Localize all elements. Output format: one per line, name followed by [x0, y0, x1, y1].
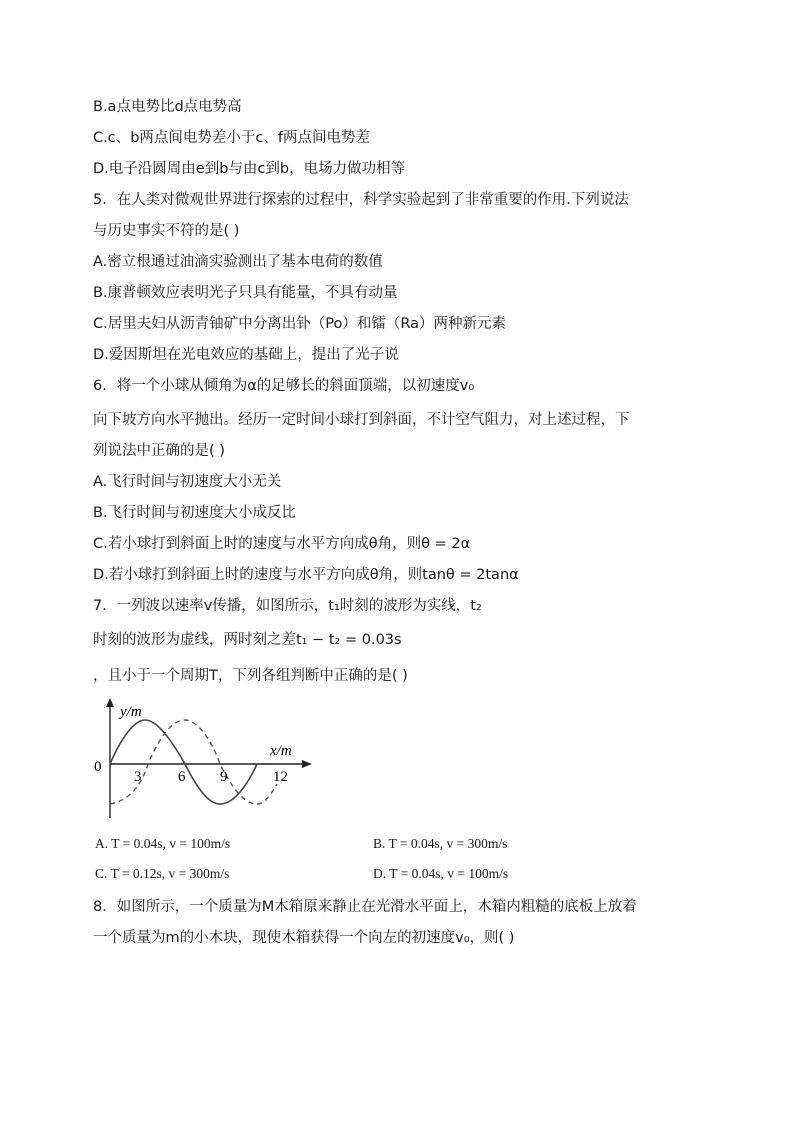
- x-axis-arrow: [302, 760, 312, 768]
- line-3: D.电子沿圆周由e到b与由c到b，电场力做功相等: [93, 161, 406, 177]
- q6-option-a: A.飞行时间与初速度大小无关: [93, 474, 282, 490]
- question-8-line-1: 8．如图所示，一个质量为M木箱原来静止在光滑水平面上，木箱内粗糙的底板上放着: [93, 899, 637, 915]
- question-8-line-2: 一个质量为m的小木块，现使木箱获得一个向左的初速度v₀，则( ): [93, 930, 515, 946]
- dashed-waveform: [110, 720, 277, 804]
- x-axis-label: x/m: [270, 743, 292, 759]
- question-5-line-2: 与历史事实不符的是( ): [93, 223, 240, 239]
- line-2: C.c、b两点间电势差小于c、f两点间电势差: [93, 130, 370, 146]
- q6-option-b: B.飞行时间与初速度大小成反比: [93, 505, 297, 521]
- x-tick-6: 6: [178, 769, 186, 785]
- question-6-line-1: 6．将一个小球从倾角为α的足够长的斜面顶端，以初速度v₀: [93, 378, 475, 394]
- q5-option-a: A.密立根通过油滴实验测出了基本电荷的数值: [93, 254, 383, 270]
- question-7-line-1: 7．一列波以速率v传播，如图所示，t₁时刻的波形为实线，t₂: [93, 598, 482, 614]
- q6-option-d: D.若小球打到斜面上时的速度与水平方向成θ角，则tanθ = 2tanα: [93, 567, 519, 583]
- question-6-line-2: 向下坡方向水平抛出。经历一定时间小球打到斜面，不计空气阻力，对上述过程，下: [93, 412, 630, 428]
- q7-option-a: A. T = 0.04s, v = 100m/s: [95, 836, 231, 851]
- question-6-line-3: 列说法中正确的是( ): [93, 443, 225, 459]
- origin-label: 0: [94, 759, 102, 775]
- q6-option-c: C.若小球打到斜面上时的速度与水平方向成θ角，则θ = 2α: [93, 536, 471, 552]
- x-tick-12: 12: [273, 769, 288, 785]
- x-tick-9: 9: [220, 769, 228, 785]
- q5-option-b: B.康普顿效应表明光子只具有能量，不具有动量: [93, 285, 398, 301]
- solid-waveform: [110, 720, 277, 804]
- question-7-line-2: 时刻的波形为虚线，两时刻之差t₁ − t₂ = 0.03s: [93, 632, 402, 648]
- q7-option-d: D. T = 0.04s, v = 100m/s: [373, 866, 509, 881]
- q5-option-c: C.居里夫妇从沥青铀矿中分离出钋（Po）和镭（Ra）两种新元素: [93, 316, 506, 332]
- wave-graph: [90, 698, 320, 828]
- q5-option-d: D.爱因斯坦在光电效应的基础上，提出了光子说: [93, 347, 399, 363]
- line-1: B.a点电势比d点电势高: [93, 99, 242, 115]
- y-axis-label: y/m: [120, 704, 142, 720]
- q7-option-b: B. T = 0.04s, v = 300m/s: [373, 836, 508, 851]
- x-tick-3: 3: [134, 769, 142, 785]
- question-5-line-1: 5．在人类对微观世界进行探索的过程中，科学实验起到了非常重要的作用.下列说法: [93, 192, 629, 208]
- question-7-line-3: ，且小于一个周期T，下列各组判断中正确的是( ): [93, 668, 408, 684]
- y-axis-arrow: [106, 698, 114, 707]
- q7-option-c: C. T = 0.12s, v = 300m/s: [95, 866, 230, 881]
